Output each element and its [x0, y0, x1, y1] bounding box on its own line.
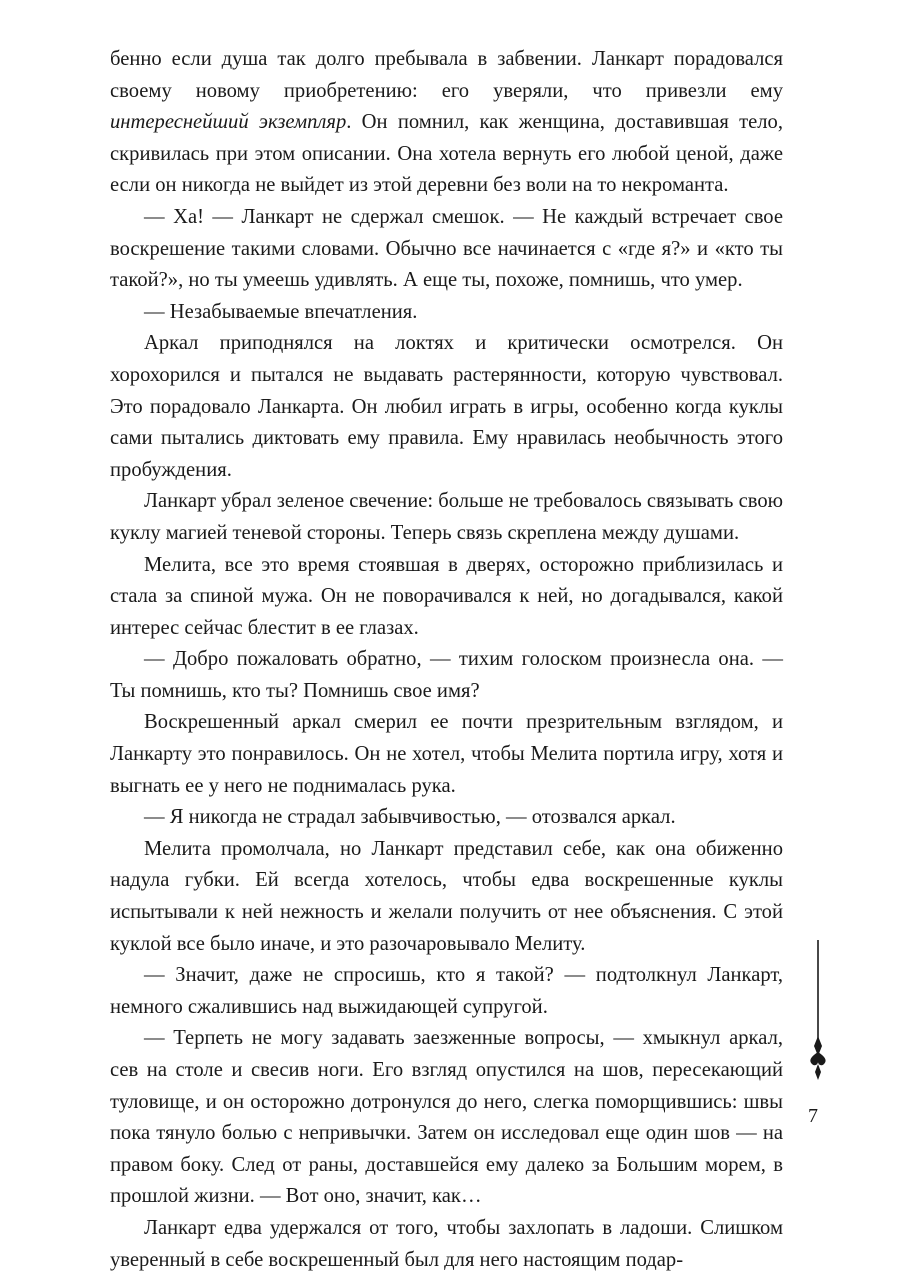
paragraph: Ланкарт убрал зеленое свечение: больше не требовалось связывать свою куклу магией теневой стороны. Теперь связь скреплена между душами. — [110, 490, 783, 544]
paragraph: Мелита, все это время стоявшая в дверях, осторожно приблизилась и стала за спиной мужа. Он не поворачивался к ней, но догадывался, какой интерес сейчас блестит в ее глазах. — [110, 553, 783, 639]
page-body-text — [110, 44, 783, 1276]
paragraph: — Незабываемые впечатления. — [144, 300, 418, 323]
paragraph: — Ха! — Ланкарт не сдержал смешок. — Не каждый встречает свое воскрешение такими словами. Обычно все начинается с «где я?» и «кто ты такой?», но ты умеешь удивлять. А еще ты, похоже, помнишь, что умер. — [110, 205, 783, 292]
paragraph: — Я никогда не страдал забывчивостью, — отозвался аркал. — [144, 806, 676, 829]
paragraph: — Значит, даже не спросишь, кто я такой? — подтолкнул Ланкарт, немного сжалившись над выжидающей супругой. — [110, 964, 783, 1018]
italic-phrase: интереснейший экземпляр — [110, 111, 347, 134]
paragraph: Аркал приподнялся на локтях и критически осмотрелся. Он хорохорился и пытался не выдавать растерянности, которую чувствовал. Это порадовало Ланкарта. Он любил играть в игры, особенно когда куклы сами пытались диктовать ему правила. Ему нравилась необычность этого пробуждения. — [110, 332, 783, 481]
paragraph: — Добро пожаловать обратно, — тихим голоском произнесла она. — Ты помнишь, кто ты? Помнишь свое имя? — [110, 648, 783, 702]
paragraph: — Терпеть не могу задавать заезженные вопросы, — хмыкнул аркал, сев на столе и свесив ноги. Его взгляд опустился на шов, пересекающий туловище, и он осторожно дотронулся до него, слегка поморщившись: швы пока тянуло болью с непривычки. Затем он исследовал еще один шов — на правом боку. След от раны, доставшейся ему далеко за Большим морем, в прошлой жизни. — Вот оно, значит, как… — [110, 1027, 783, 1208]
paragraph: Воскрешенный аркал смерил ее почти презрительным взглядом, и Ланкарту это понравилось. Он не хотел, чтобы Мелита портила игру, хотя и выгнать ее у него не поднималась рука. — [110, 711, 783, 797]
paragraph: Ланкарт едва удержался от того, чтобы захлопать в ладоши. Слишком уверенный в себе воскрешенный был для него настоящим подар- — [110, 1216, 783, 1271]
decorative-flourish-icon — [806, 940, 830, 1080]
paragraph: Мелита промолчала, но Ланкарт представил себе, как она обиженно надула губки. Ей всегда хотелось, чтобы едва воскрешенные куклы испытывали к ней нежность и желали получить от нее объяснения. С этой куклой все было иначе, и это разочаровывало Мелиту. — [110, 837, 783, 955]
paragraph: бенно если душа так долго пребывала в забвении. Ланкарт порадовался своему новому приобретению: его уверяли, что привезли ему интереснейший экземпляр. Он помнил, как женщина, доставившая тело, скривилась при этом описании. Она хотела вернуть его любой ценой, даже если он никогда не выйдет из этой деревни без воли на то некроманта. — [110, 48, 784, 197]
page-number: 7 — [808, 1105, 818, 1127]
